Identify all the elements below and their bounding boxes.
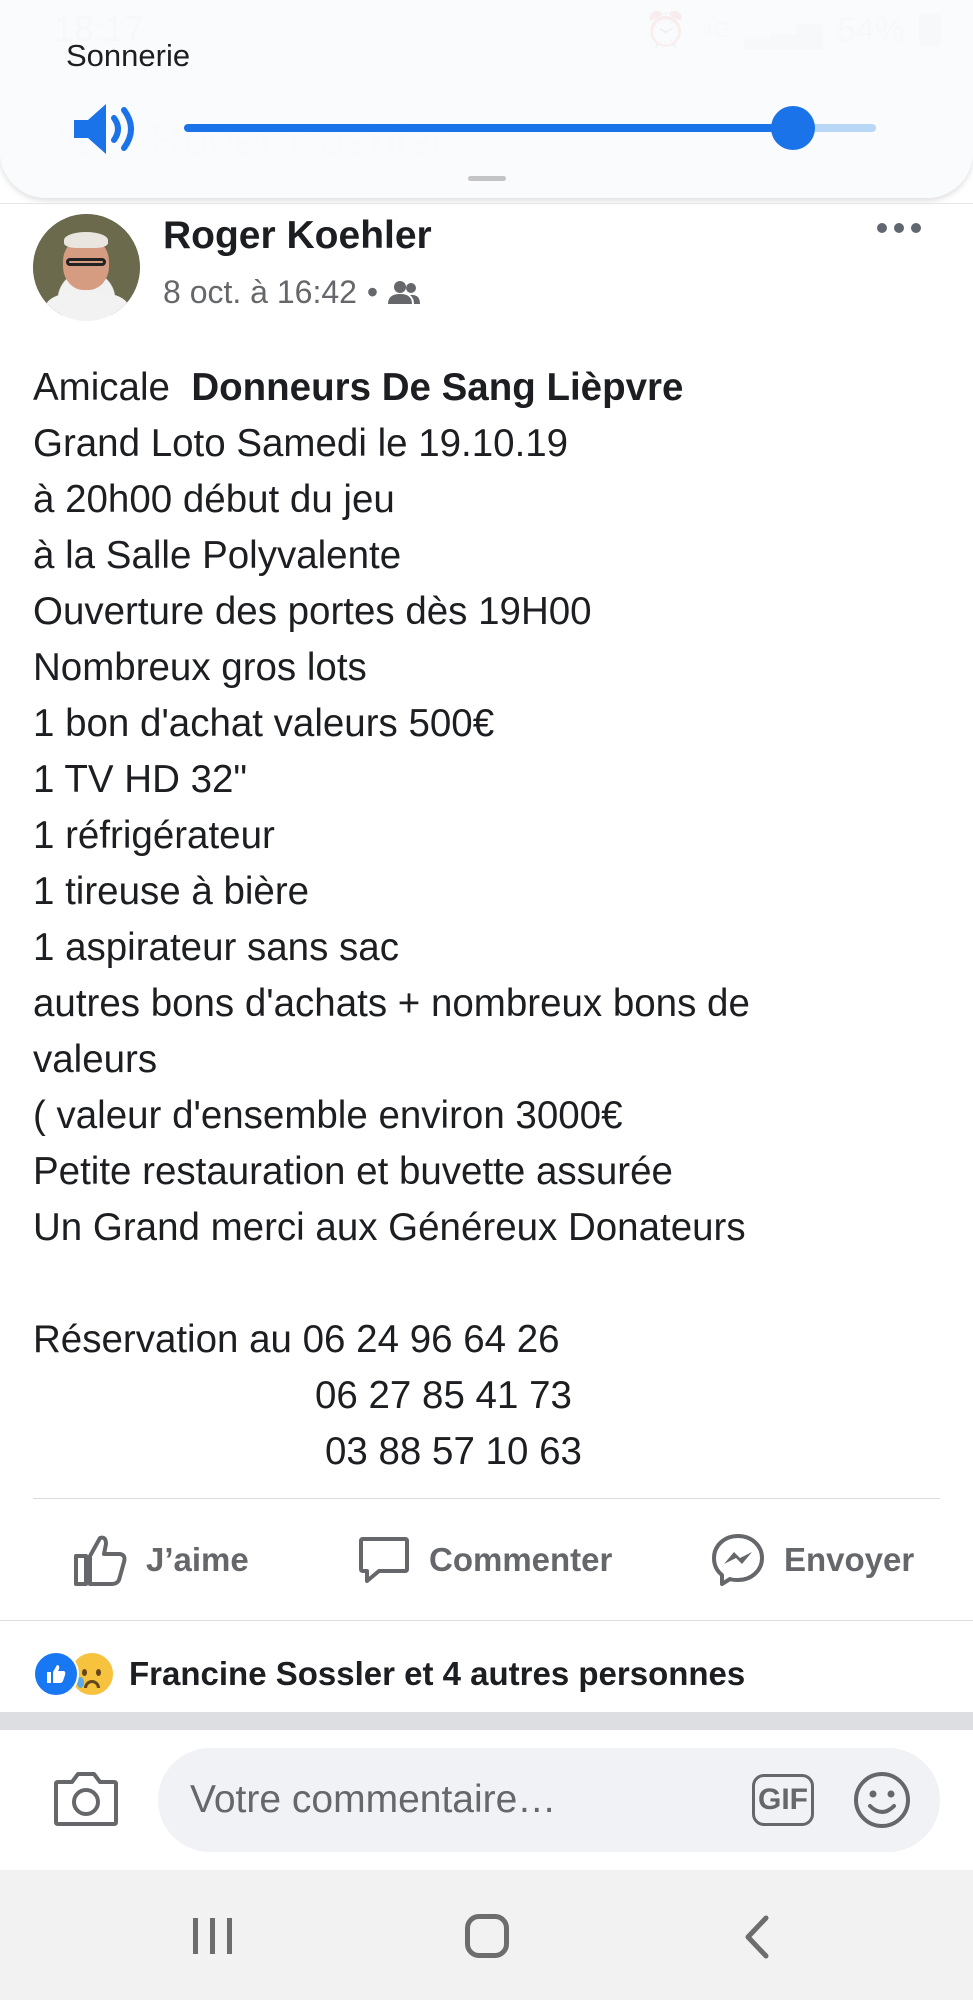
post-line: 1 tireuse à bière bbox=[33, 870, 310, 913]
post-line: à 20h00 début du jeu bbox=[33, 478, 395, 521]
navigation-bar bbox=[0, 1870, 973, 2000]
recent-apps-icon[interactable] bbox=[190, 1916, 236, 1956]
more-options-icon[interactable] bbox=[874, 218, 924, 238]
post-line: Un Grand merci aux Généreux Donateurs bbox=[33, 1206, 746, 1249]
comment-placeholder: Votre commentaire… bbox=[190, 1778, 557, 1821]
panel-drag-handle[interactable] bbox=[468, 176, 506, 181]
post-line: 1 aspirateur sans sac bbox=[33, 926, 399, 969]
volume-panel bbox=[0, 0, 973, 198]
send-button[interactable] bbox=[710, 1526, 914, 1594]
like-reaction-icon bbox=[33, 1651, 79, 1697]
like-button[interactable] bbox=[72, 1526, 249, 1594]
post-meta bbox=[163, 274, 420, 311]
post-line: 1 TV HD 32" bbox=[33, 758, 248, 801]
post-text bbox=[33, 360, 933, 1480]
post-timestamp[interactable]: 8 oct. à 16:42 bbox=[163, 274, 357, 310]
post-line: ( valeur d'ensemble environ 3000€ bbox=[33, 1094, 623, 1137]
post-line: 1 bon d'achat valeurs 500€ bbox=[33, 702, 495, 745]
comment-input[interactable] bbox=[158, 1748, 940, 1852]
post-line: Ouverture des portes dès 19H00 bbox=[33, 590, 592, 633]
post-line: 03 88 57 10 63 bbox=[325, 1430, 582, 1473]
post-line-prefix: Amicale bbox=[33, 366, 192, 409]
post-line: 06 27 85 41 73 bbox=[315, 1374, 572, 1417]
thumbs-up-icon bbox=[72, 1532, 128, 1588]
comment-label: Commenter bbox=[429, 1541, 613, 1578]
back-icon[interactable] bbox=[742, 1914, 772, 1960]
friends-icon bbox=[388, 280, 420, 306]
home-icon[interactable] bbox=[465, 1914, 509, 1958]
speaker-icon[interactable] bbox=[72, 100, 142, 158]
comment-icon bbox=[357, 1533, 411, 1587]
emoji-icon[interactable] bbox=[852, 1770, 912, 1830]
gif-button[interactable]: GIF bbox=[752, 1774, 814, 1826]
section-separator bbox=[0, 1712, 973, 1730]
post-line bbox=[33, 360, 933, 416]
meta-dot: • bbox=[366, 274, 379, 310]
post-line: 1 réfrigérateur bbox=[33, 814, 275, 857]
volume-slider[interactable] bbox=[184, 124, 876, 132]
comment-bar bbox=[0, 1730, 973, 1870]
messenger-icon bbox=[710, 1532, 766, 1588]
comment-button[interactable] bbox=[357, 1526, 612, 1594]
divider bbox=[0, 1620, 973, 1621]
post-line: Nombreux gros lots bbox=[33, 646, 367, 689]
reactions-text: Francine Sossler et 4 autres personnes bbox=[129, 1655, 746, 1692]
camera-icon[interactable] bbox=[52, 1768, 120, 1828]
post-line: Grand Loto Samedi le 19.10.19 bbox=[33, 422, 569, 465]
post-line-bold: Donneurs De Sang Lièpvre bbox=[191, 366, 684, 409]
post-line: à la Salle Polyvalente bbox=[33, 534, 402, 577]
post-line: Petite restauration et buvette assurée bbox=[33, 1150, 673, 1193]
divider bbox=[33, 1498, 940, 1499]
post-line: valeurs bbox=[33, 1038, 158, 1081]
volume-label: Sonnerie bbox=[66, 38, 191, 73]
post-author[interactable]: Roger Koehler bbox=[163, 214, 432, 257]
volume-slider-fill bbox=[184, 124, 793, 132]
volume-slider-thumb[interactable] bbox=[771, 106, 815, 150]
post-line: autres bons d'achats + nombreux bons de bbox=[33, 982, 750, 1025]
avatar[interactable] bbox=[33, 214, 140, 321]
send-label: Envoyer bbox=[784, 1541, 915, 1578]
post-line: Réservation au 06 24 96 64 26 bbox=[33, 1318, 560, 1361]
reactions-summary[interactable] bbox=[33, 1648, 745, 1700]
post-actions bbox=[0, 1526, 973, 1594]
like-label: J’aime bbox=[146, 1541, 249, 1578]
post-blank-line bbox=[33, 1256, 933, 1312]
divider bbox=[0, 203, 973, 204]
